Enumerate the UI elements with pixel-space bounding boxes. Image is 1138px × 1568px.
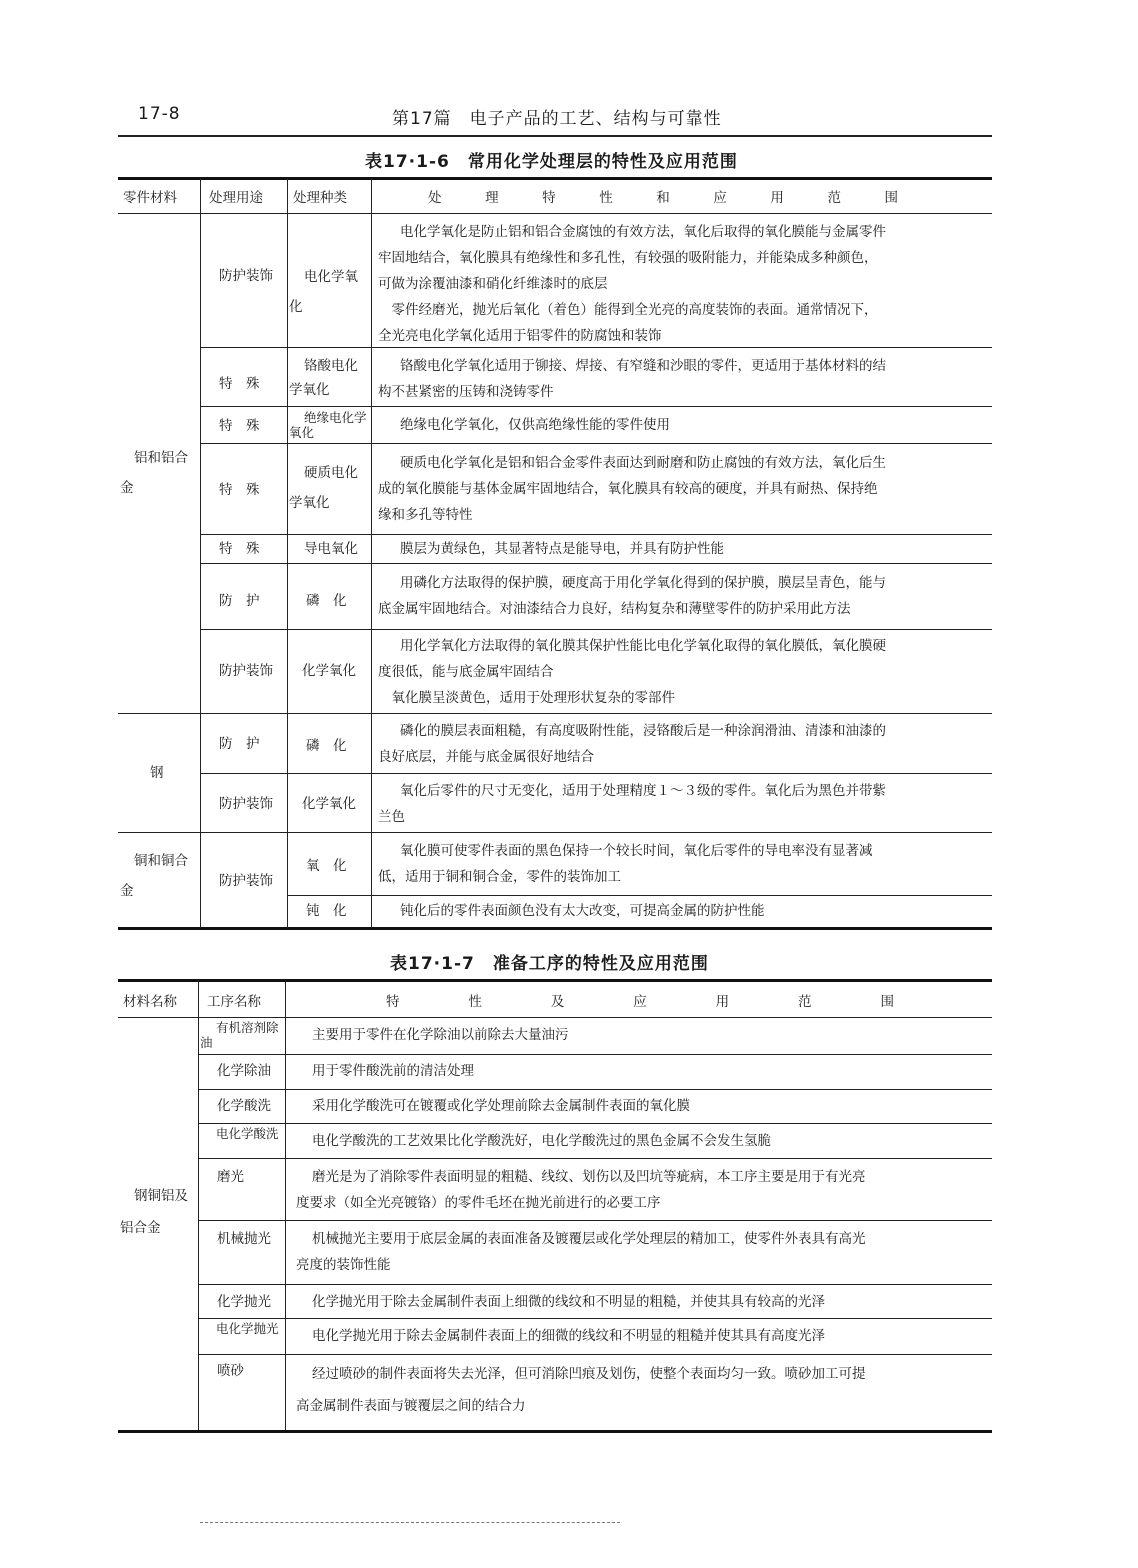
table1-row7-desc: 磷化的膜层表面粗糙，有高度吸附性能，浸铬酸后是一种涂润滑油、清漆和油漆的 良好底层，并能与底金属很好地结合 <box>378 723 886 765</box>
chapter-title: 第17篇 电子产品的工艺、结构与可靠性 <box>392 109 722 129</box>
table1-row8-purpose: 防护装饰 <box>219 796 273 812</box>
table1-row9-purpose: 防护装饰 <box>219 873 273 889</box>
table2-row0-desc: 主要用于零件在化学除油以前除去大量油污 <box>312 1027 569 1043</box>
table1-row2-desc: 绝缘电化学氧化，仅供高绝缘性能的零件使用 <box>400 417 670 433</box>
table1-row0-purpose: 防护装饰 <box>219 268 273 284</box>
table1-col-type: 处理种类 <box>293 190 347 206</box>
table2-col-desc: 特 性 及 应 用 范 围 <box>386 994 894 1010</box>
table1-row6-type: 化学氧化 <box>302 663 356 679</box>
table2-row3-process: 电化学酸洗 <box>216 1126 279 1141</box>
table1-col-purpose: 处理用途 <box>209 190 263 206</box>
table1-row5-purpose: 防 护 <box>219 593 260 609</box>
table1-row1-purpose: 特 殊 <box>219 376 260 392</box>
table1-material-copper: 铜和铜合金 <box>120 853 188 899</box>
table1-row4-desc: 膜层为黄绿色，其显著特点是能导电，并具有防护性能 <box>400 541 724 557</box>
table2-col-material: 材料名称 <box>123 994 177 1010</box>
table1-row0-desc: 电化学氧化是防止铝和铝合金腐蚀的有效方法，氧化后取得的氧化膜能与金属零件 牢固地结合，氧化膜具有绝缘性和多孔性，有较强的吸附能力，并能染成多种颜色， 可做为涂覆油漆和硝化纤维漆时的底层 零件经磨光，抛光后氧化（着色）能得到全光亮的高度装饰的表面。通常情况下， 全光亮电化学氧化适用于铝零件的防腐蚀和装饰 <box>378 224 886 344</box>
table1-row0-type: 电化学氧化 <box>289 269 358 315</box>
table1-row6-desc: 用化学氧化方法取得的氧化膜其保护性能比电化学氧化取得的氧化膜低，氧化膜硬 度很低，能与底金属牢固结合 氧化膜呈淡黄色，适用于处理形状复杂的零部件 <box>378 638 886 706</box>
table1-row10-desc: 钝化后的零件表面颜色没有太大改变，可提高金属的防护性能 <box>400 903 765 919</box>
scan-noise-line <box>200 1522 620 1523</box>
table1-row9-type: 氧 化 <box>306 858 347 874</box>
table1-row7-type: 磷 化 <box>306 738 347 754</box>
table1-row5-type: 磷 化 <box>306 593 347 609</box>
table2-row7-desc: 电化学抛光用于除去金属制件表面上的细微的线纹和不明显的粗糙并使其具有高度光泽 <box>312 1328 825 1344</box>
table2-row2-process: 化学酸洗 <box>217 1098 271 1114</box>
table1-row8-desc: 氧化后零件的尺寸无变化，适用于处理精度１～３级的零件。氧化后为黑色并带紫 兰色 <box>378 783 886 825</box>
table1-row1-type: 铬酸电化学氧化 <box>289 358 358 398</box>
page-number: 17-8 <box>138 104 181 124</box>
table2-row4-desc: 磨光是为了消除零件表面明显的粗糙、线纹、划伤以及凹坑等疵病，本工序主要是用于有光亮 度要求（如全光亮镀铬）的零件毛坯在抛光前进行的必要工序 <box>296 1169 866 1211</box>
table2-row3-desc: 电化学酸洗的工艺效果比化学酸洗好，电化学酸洗过的黑色金属不会发生氢脆 <box>312 1133 771 1149</box>
table1-row3-purpose: 特 殊 <box>219 482 260 498</box>
table1-row9-desc: 氧化膜可使零件表面的黑色保持一个较长时间，氧化后零件的导电率没有显著减 低，适用于铜和铜合金，零件的装饰加工 <box>378 843 873 885</box>
table1-row4-purpose: 特 殊 <box>219 541 260 557</box>
table2-row8-process: 喷砂 <box>217 1363 244 1379</box>
table1-row2-purpose: 特 殊 <box>219 418 260 434</box>
table1-row7-purpose: 防 护 <box>219 736 260 752</box>
table2-row1-desc: 用于零件酸洗前的清洁处理 <box>312 1063 474 1079</box>
table1-material-steel: 钢 <box>150 765 164 781</box>
table1-row6-purpose: 防护装饰 <box>219 663 273 679</box>
table2-row8-desc: 经过喷砂的制件表面将失去光泽，但可消除凹痕及划伤，使整个表面均匀一致。喷砂加工可提 高金属制件表面与镀覆层之间的结合力 <box>296 1366 866 1414</box>
table1-row3-type: 硬质电化学氧化 <box>289 465 358 511</box>
table1-row3-desc: 硬质电化学氧化是铝和铝合金零件表面达到耐磨和防止腐蚀的有效方法，氧化后生 成的氧化膜能与基体金属牢固地结合，氧化膜具有较高的硬度，并具有耐热、保持绝 缘和多孔等特性 <box>378 455 886 523</box>
table2-title: 表17·1-7 准备工序的特性及应用范围 <box>390 954 709 974</box>
table1-row2-type: 绝缘电化学氧化 <box>289 410 367 440</box>
table2-row2-desc: 采用化学酸洗可在镀覆或化学处理前除去金属制件表面的氧化膜 <box>312 1098 690 1114</box>
table2-col-process: 工序名称 <box>207 994 261 1010</box>
header-rule <box>118 135 992 137</box>
table1-col-desc: 处 理 特 性 和 应 用 范 围 <box>428 190 898 206</box>
table1-row1-desc: 铬酸电化学氧化适用于铆接、焊接、有窄缝和沙眼的零件，更适用于基体材料的结 构不甚紧密的压铸和浇铸零件 <box>378 358 886 400</box>
table2-row7-process: 电化学抛光 <box>216 1321 279 1336</box>
table1-col-material: 零件材料 <box>123 190 177 206</box>
table1-title: 表17·1-6 常用化学处理层的特性及应用范围 <box>365 152 738 172</box>
table1-row4-type: 导电氧化 <box>304 541 358 557</box>
table1-row8-type: 化学氧化 <box>302 796 356 812</box>
table2-row5-desc: 机械抛光主要用于底层金属的表面准备及镀覆层或化学处理层的精加工，使零件外表具有高光 亮度的装饰性能 <box>296 1231 866 1273</box>
table2-row1-process: 化学除油 <box>217 1063 271 1079</box>
table2-row0-process: 有机溶剂除油 <box>200 1020 279 1050</box>
table1-material-aluminum: 铝和铝合金 <box>120 450 188 496</box>
table2-row4-process: 磨光 <box>217 1169 244 1185</box>
table2-material: 钢铜铝及铝合金 <box>120 1188 188 1236</box>
table2-row6-process: 化学抛光 <box>217 1294 271 1310</box>
table1-row5-desc: 用磷化方法取得的保护膜，硬度高于用化学氧化得到的保护膜，膜层呈青色，能与 底金属牢固地结合。对油漆结合力良好，结构复杂和薄壁零件的防护采用此方法 <box>378 575 886 617</box>
table1-row10-type: 钝 化 <box>306 903 347 919</box>
table2-row6-desc: 化学抛光用于除去金属制件表面上细微的线纹和不明显的粗糙，并使其具有较高的光泽 <box>312 1294 825 1310</box>
table2-row5-process: 机械抛光 <box>217 1231 271 1247</box>
